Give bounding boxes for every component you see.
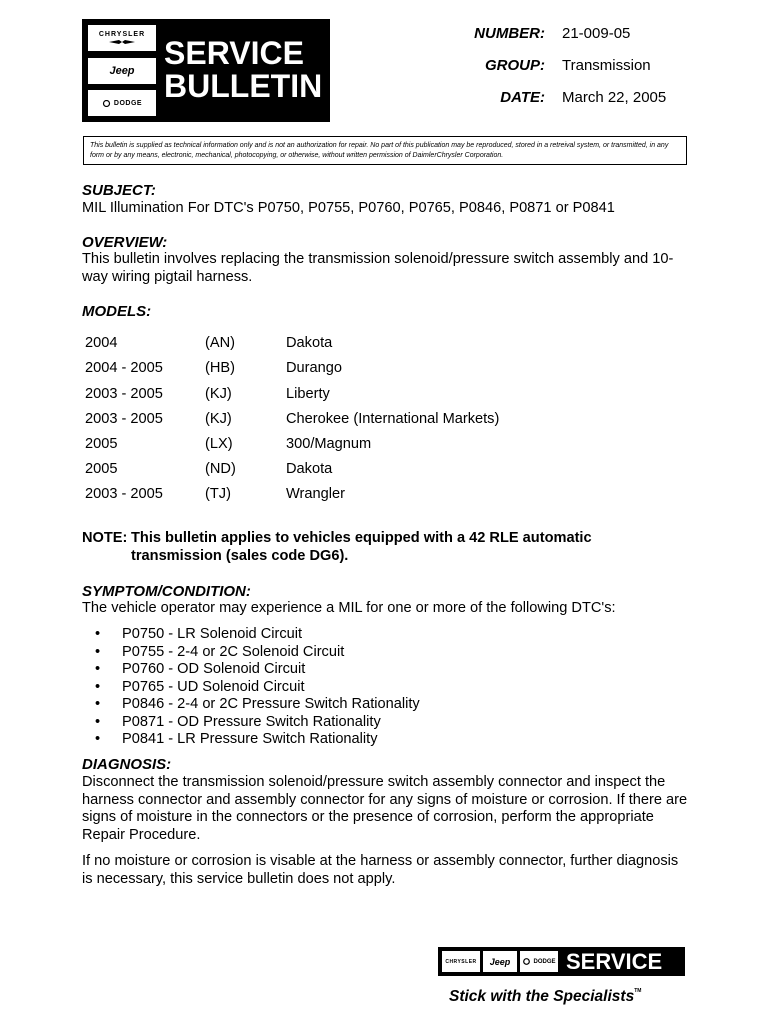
bulletin-title xyxy=(164,37,330,103)
footer-service-badge xyxy=(438,947,685,976)
overview-text: This bulletin involves replacing the transmission solenoid/pressure switch assembly and 10-way wiring pigtail harness. xyxy=(82,251,674,285)
footer-service-wordmark: SERVICE xyxy=(566,949,663,974)
model-years: 2003 - 2005 xyxy=(85,386,163,402)
slogan-text: Stick with the Specialists xyxy=(449,988,635,1005)
title-line-bulletin: BULLETIN xyxy=(164,68,323,104)
title-line-service: SERVICE xyxy=(164,35,304,71)
symptom-text: The vehicle operator may experience a MIL for one or more of the following DTC's: xyxy=(82,600,616,616)
brand-logos xyxy=(88,25,156,116)
model-years: 2003 - 2005 xyxy=(85,411,163,427)
ram-head-icon xyxy=(102,100,111,107)
ram-head-icon xyxy=(522,958,531,965)
trademark-mark: TM xyxy=(634,988,642,994)
dodge-label: DODGE xyxy=(113,99,143,107)
jeep-logo xyxy=(88,58,156,84)
model-code: (HB) xyxy=(205,360,235,376)
model-code: (ND) xyxy=(205,461,236,477)
disclaimer-box: This bulletin is supplied as technical information only and is not an authorization for repair. No part of this publication may be reproduced, stored in a retreival system, or transmitted, in any form or by any means, electronic, mechanical, photocopying, or otherwise, without written permission of DaimlerChrysler Corporation. xyxy=(83,136,687,165)
model-name: Dakota xyxy=(286,461,333,477)
model-years: 2003 - 2005 xyxy=(85,486,163,502)
chrysler-label: CHRYSLER xyxy=(98,31,146,38)
bullet-icon: • xyxy=(95,713,101,730)
number-value: 21-009-05 xyxy=(562,25,631,42)
model-years: 2004 xyxy=(85,335,118,351)
dtc-code: P0841 - LR Pressure Switch Rationality xyxy=(122,731,378,747)
bullet-icon: • xyxy=(95,626,101,642)
chrysler-logo xyxy=(88,25,156,51)
bullet-icon: • xyxy=(95,661,101,677)
model-years: 2004 - 2005 xyxy=(85,360,163,376)
footer-jeep-logo: Jeep xyxy=(483,951,517,972)
model-name: Durango xyxy=(286,360,342,376)
chrysler-wings-icon xyxy=(109,39,135,45)
symptom-heading: SYMPTOM/CONDITION: xyxy=(82,583,251,600)
bullet-icon: • xyxy=(95,731,101,747)
model-name: Liberty xyxy=(286,386,330,402)
dtc-code: P0871 - OD Pressure Switch Rationality xyxy=(122,713,381,730)
model-name: Wrangler xyxy=(286,486,345,502)
model-name: 300/Magnum xyxy=(286,436,372,452)
dodge-logo xyxy=(88,90,156,116)
note-label: NOTE: xyxy=(82,530,128,546)
group-value: Transmission xyxy=(562,57,651,74)
model-years: 2005 xyxy=(85,461,118,477)
model-code: (KJ) xyxy=(205,411,232,427)
model-name: Cherokee (International Markets) xyxy=(286,411,500,427)
footer-dodge-label: DODGE xyxy=(533,958,556,965)
number-label: NUMBER: xyxy=(474,25,545,42)
footer-chrysler-logo: CHRYSLER xyxy=(442,951,480,972)
service-bulletin-logo xyxy=(82,19,330,122)
model-code: (LX) xyxy=(205,436,233,452)
jeep-label: Jeep xyxy=(109,64,135,77)
bullet-icon: • xyxy=(95,696,101,712)
group-label: GROUP: xyxy=(485,57,545,74)
model-code: (TJ) xyxy=(205,486,231,502)
dtc-code: P0765 - UD Solenoid Circuit xyxy=(122,678,305,695)
diagnosis-paragraph-1: Disconnect the transmission solenoid/pressure switch assembly connector and inspect the harness connector and assembly connector for any signs of moisture or corrosion. If there are signs of moisture in the connectors or the presence of corrosion, perform the appropriate Repair Procedure. xyxy=(82,774,688,843)
diagnosis-paragraph-2: If no moisture or corrosion is visable at the harness or assembly connector, further diagnosis is necessary, this service bulletin does not apply. xyxy=(82,853,679,887)
model-code: (KJ) xyxy=(205,386,232,402)
model-code: (AN) xyxy=(205,335,235,351)
date-value: March 22, 2005 xyxy=(562,89,667,106)
models-heading: MODELS: xyxy=(82,303,152,320)
bullet-icon: • xyxy=(95,678,101,695)
dtc-code: P0755 - 2-4 or 2C Solenoid Circuit xyxy=(122,643,345,660)
subject-heading: SUBJECT: xyxy=(82,182,156,199)
dtc-code: P0750 - LR Solenoid Circuit xyxy=(122,626,303,642)
dtc-code: P0760 - OD Solenoid Circuit xyxy=(122,661,306,677)
bullet-icon: • xyxy=(95,643,101,660)
model-name: Dakota xyxy=(286,335,333,351)
model-years: 2005 xyxy=(85,436,118,452)
dtc-code: P0846 - 2-4 or 2C Pressure Switch Rationality xyxy=(122,696,420,712)
subject-text: MIL Illumination For DTC's P0750, P0755, P0760, P0765, P0846, P0871 or P0841 xyxy=(82,200,615,216)
date-label: DATE: xyxy=(500,89,545,106)
footer-slogan xyxy=(449,982,641,1006)
diagnosis-heading: DIAGNOSIS: xyxy=(82,756,172,773)
overview-heading: OVERVIEW: xyxy=(82,234,168,251)
note-text: This bulletin applies to vehicles equipped with a 42 RLE automatic transmission (sales code DG6). xyxy=(131,530,592,564)
footer-dodge-logo xyxy=(520,951,558,972)
